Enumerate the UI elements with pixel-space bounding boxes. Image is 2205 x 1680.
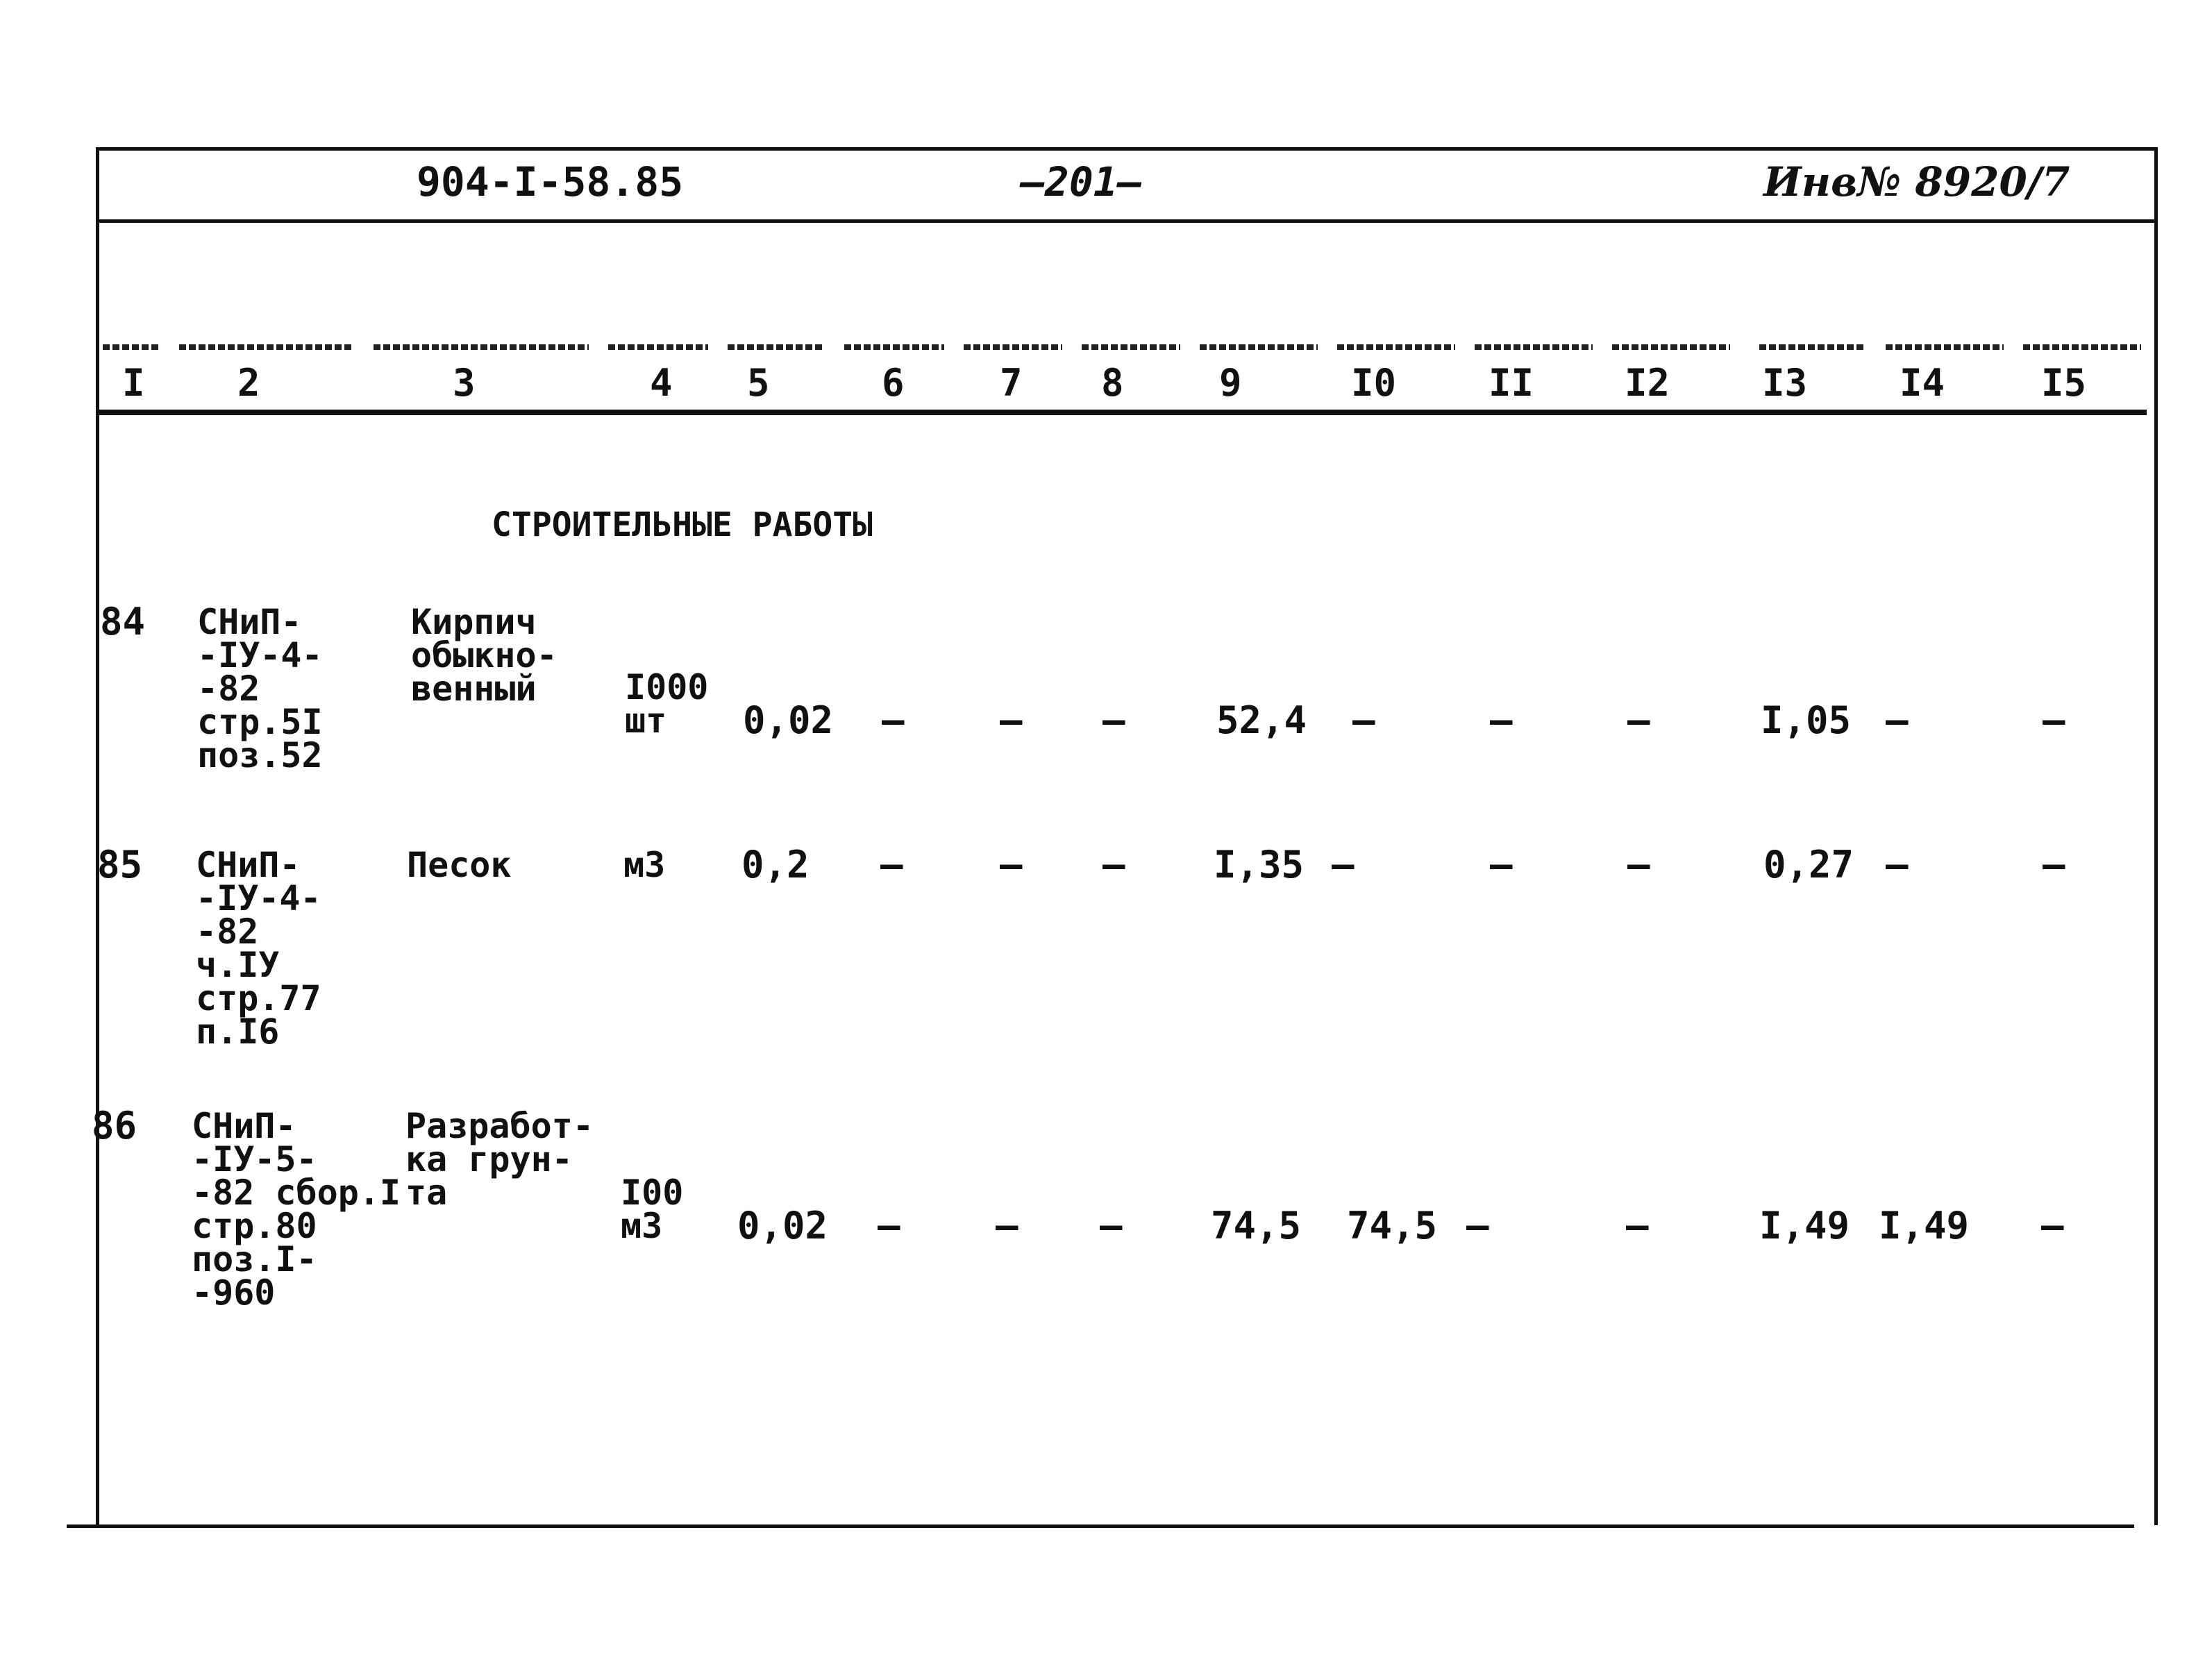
cell-13: 0,27 xyxy=(1763,843,1854,887)
document-number: 904-I-58.85 xyxy=(417,158,684,205)
column-separator xyxy=(374,344,589,350)
column-header-4: 4 xyxy=(650,361,673,405)
frame-bottom-border xyxy=(67,1524,2134,1528)
cell-6: – xyxy=(880,843,903,887)
column-header-14: I4 xyxy=(1900,361,1945,405)
row-number: 85 xyxy=(97,843,143,887)
cell-11: – xyxy=(1490,843,1513,887)
work-name: Разработ- ка грун- та xyxy=(405,1106,594,1213)
inventory-number: Инв№ 8920/7 xyxy=(1763,158,2070,205)
row-number: 84 xyxy=(100,600,146,644)
work-name: Песок xyxy=(407,845,512,885)
cell-11: – xyxy=(1490,698,1513,742)
column-header-15: I5 xyxy=(2041,361,2087,405)
column-separator xyxy=(1337,344,1455,350)
column-separator xyxy=(608,344,708,350)
column-header-8: 8 xyxy=(1101,361,1124,405)
norm-reference: СНиП- -IУ-5- -82 сбор.I стр.80 поз.I- -960 xyxy=(192,1106,401,1313)
column-header-2: 2 xyxy=(237,361,260,405)
cell-14: – xyxy=(1886,698,1909,742)
cell-8: – xyxy=(1100,1204,1123,1248)
unit: I000 шт xyxy=(625,667,709,741)
cell-9: I,35 xyxy=(1214,843,1305,887)
cell-10: 74,5 xyxy=(1347,1204,1438,1248)
column-header-1: I xyxy=(122,361,145,405)
cell-9: 52,4 xyxy=(1216,698,1307,742)
unit: м3 xyxy=(623,845,666,885)
norm-reference: СНиП- -IУ-4- -82 ч.IУ стр.77 п.I6 xyxy=(196,845,321,1052)
column-header-6: 6 xyxy=(882,361,905,405)
column-header-12: I2 xyxy=(1625,361,1670,405)
cell-7: – xyxy=(996,1204,1018,1248)
cell-15: – xyxy=(2041,1204,2064,1248)
cell-11: – xyxy=(1466,1204,1489,1248)
column-separator xyxy=(1200,344,1318,350)
column-separator xyxy=(964,344,1062,350)
cell-7: – xyxy=(1000,698,1023,742)
header-divider xyxy=(96,219,2154,223)
cell-8: – xyxy=(1102,698,1125,742)
page-frame xyxy=(96,147,2158,1525)
cell-5: 0,02 xyxy=(737,1204,828,1248)
cell-5: 0,02 xyxy=(743,698,834,742)
cell-14: I,49 xyxy=(1879,1204,1970,1248)
column-separator xyxy=(1759,344,1866,350)
cell-10: – xyxy=(1332,843,1355,887)
table-header-rule xyxy=(99,410,2147,415)
column-separator xyxy=(103,344,161,350)
row-number: 86 xyxy=(92,1104,137,1148)
cell-14: – xyxy=(1886,843,1909,887)
cell-12: – xyxy=(1626,1204,1649,1248)
work-name: Кирпич обыкно- венный xyxy=(411,602,557,709)
cell-9: 74,5 xyxy=(1211,1204,1302,1248)
column-separator xyxy=(2023,344,2141,350)
column-header-5: 5 xyxy=(747,361,770,405)
cell-15: – xyxy=(2043,698,2065,742)
column-separator xyxy=(844,344,944,350)
column-header-13: I3 xyxy=(1762,361,1808,405)
column-header-7: 7 xyxy=(1000,361,1023,405)
column-separator xyxy=(1612,344,1730,350)
cell-7: – xyxy=(1000,843,1023,887)
cell-8: – xyxy=(1102,843,1125,887)
column-separator xyxy=(179,344,353,350)
column-separator xyxy=(1475,344,1593,350)
column-header-11: II xyxy=(1489,361,1534,405)
cell-6: – xyxy=(882,698,905,742)
cell-13: I,05 xyxy=(1761,698,1852,742)
cell-12: – xyxy=(1627,698,1650,742)
cell-15: – xyxy=(2043,843,2065,887)
column-separator xyxy=(1886,344,2004,350)
column-header-3: 3 xyxy=(453,361,476,405)
section-title: СТРОИТЕЛЬНЫЕ РАБОТЫ xyxy=(492,505,873,544)
cell-13: I,49 xyxy=(1759,1204,1850,1248)
column-header-10: I0 xyxy=(1351,361,1397,405)
unit: I00 м3 xyxy=(621,1173,684,1246)
column-separator xyxy=(1082,344,1180,350)
page-number: —201— xyxy=(1021,158,1142,205)
cell-10: – xyxy=(1352,698,1375,742)
cell-6: – xyxy=(878,1204,900,1248)
norm-reference: СНиП- -IУ-4- -82 стр.5I поз.52 xyxy=(197,602,323,775)
column-separator xyxy=(728,344,825,350)
column-header-9: 9 xyxy=(1219,361,1242,405)
cell-5: 0,2 xyxy=(741,843,810,887)
cell-12: – xyxy=(1627,843,1650,887)
